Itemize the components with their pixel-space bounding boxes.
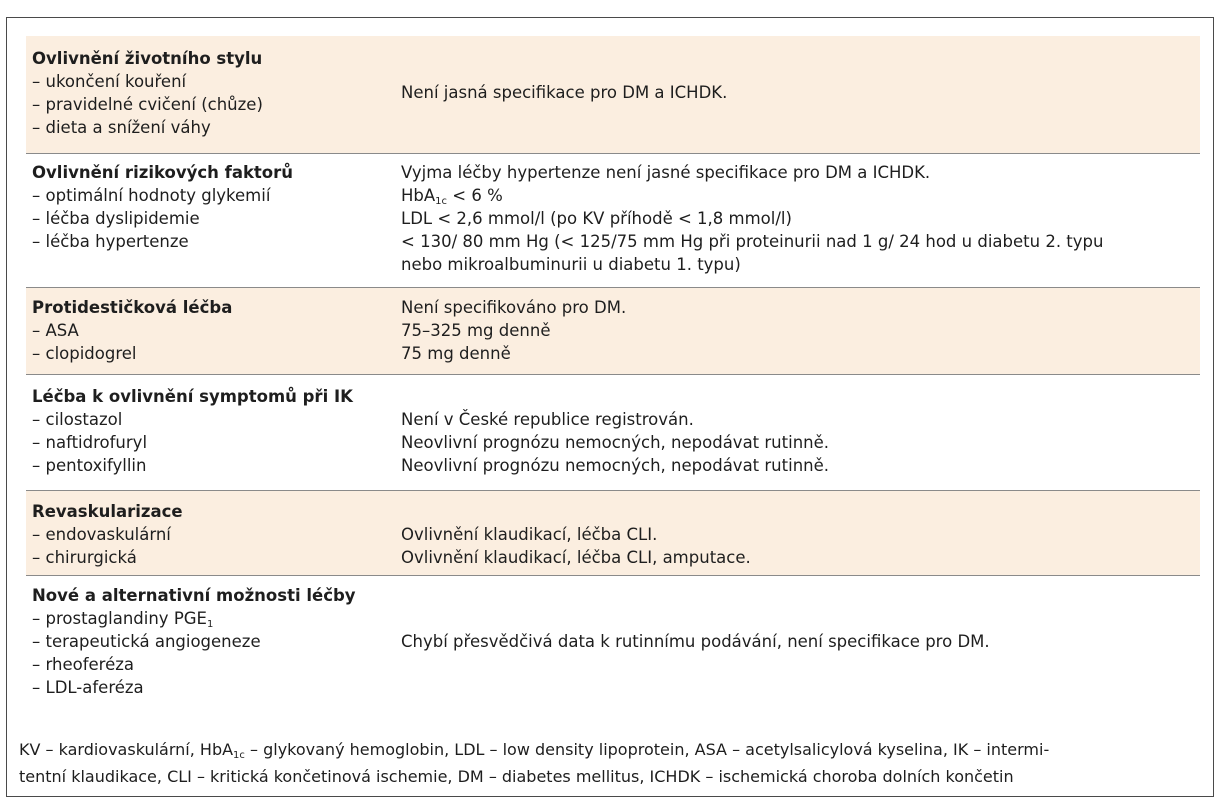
list-item: – terapeutická angiogeneze xyxy=(32,632,261,651)
list-item: – prostaglandiny $PGE_1$ xyxy=(32,609,214,630)
section-note: Není jasná specifikace pro DM a ICHDK. xyxy=(401,83,728,102)
section-note: Není v České republice registrován. xyxy=(401,410,694,429)
table-frame xyxy=(6,17,1214,797)
section-heading-symptoms: Léčba k ovlivnění symptomů při IK xyxy=(32,387,353,406)
section-note: Ovlivnění klaudikací, léčba CLI. xyxy=(401,525,658,544)
table-row-risk-factors xyxy=(26,154,1200,288)
list-item: – ukončení kouření xyxy=(32,72,187,91)
list-item: – pravidelné cvičení (chůze) xyxy=(32,95,263,114)
footnote-line-2: tentní klaudikace, CLI – kritická končetinová ischemie, DM – diabetes mellitus, ICHDK – ischemická choroba dolních končetin xyxy=(19,767,1014,786)
section-note: Neovlivní prognózu nemocných, nepodávat rutinně. xyxy=(401,456,830,475)
list-item: – ASA xyxy=(32,321,79,340)
section-heading-risk-factors: Ovlivnění rizikových faktorů xyxy=(32,163,294,182)
table-row-symptoms xyxy=(26,375,1200,491)
section-note: 75 mg denně xyxy=(401,344,511,363)
footnote-line-1: KV – kardiovaskulární, HbA$_{1c}$ – glykovaný hemoglobin, LDL – low density lipoprotein, ASA – acetylsalicylová kyselina, IK – intermi- xyxy=(19,740,1050,761)
list-item: – pentoxifyllin xyxy=(32,456,147,475)
section-note: Neovlivní prognózu nemocných, nepodávat rutinně. xyxy=(401,433,830,452)
list-item: – chirurgická xyxy=(32,548,137,567)
list-item: – dieta a snížení váhy xyxy=(32,118,211,137)
section-heading-alternative: Nové a alternativní možnosti léčby xyxy=(32,586,356,605)
table-row-antiplatelet xyxy=(26,288,1200,375)
section-note: Ovlivnění klaudikací, léčba CLI, amputace. xyxy=(401,548,751,567)
hba1c-target: HbA$_{1c}$ < 6 % xyxy=(401,186,503,207)
list-item: – endovaskulární xyxy=(32,525,171,544)
section-note: Vyjma léčby hypertenze není jasné specifikace pro DM a ICHDK. xyxy=(401,163,931,182)
list-item: – LDL-aferéza xyxy=(32,678,144,697)
section-note: Není specifikováno pro DM. xyxy=(401,298,627,317)
table-row-revascularization xyxy=(26,491,1200,576)
list-item: – rheoferéza xyxy=(32,655,134,674)
list-item: – optimální hodnoty glykemií xyxy=(32,186,271,205)
treatment-table xyxy=(26,36,1200,716)
list-item: – léčba dyslipidemie xyxy=(32,209,200,228)
table-footnote xyxy=(19,736,1204,790)
section-note: 75–325 mg denně xyxy=(401,321,551,340)
section-heading-antiplatelet: Protidestičková léčba xyxy=(32,298,233,317)
list-item: – cilostazol xyxy=(32,410,123,429)
list-item: – clopidogrel xyxy=(32,344,137,363)
bp-target-cont: nebo mikroalbuminurii u diabetu 1. typu) xyxy=(401,255,741,274)
section-heading-revascularization: Revaskularizace xyxy=(32,502,183,521)
table-row-lifestyle xyxy=(26,36,1200,154)
section-heading-lifestyle: Ovlivnění životního stylu xyxy=(32,49,263,68)
table-row-alternative xyxy=(26,576,1200,716)
bp-target: < 130/ 80 mm Hg (< 125/75 mm Hg při proteinurii nad 1 g/ 24 hod u diabetu 2. typu xyxy=(401,232,1104,251)
list-item: – naftidrofuryl xyxy=(32,433,148,452)
list-item: – léčba hypertenze xyxy=(32,232,189,251)
section-note: Chybí přesvědčivá data k rutinnímu podávání, není specifikace pro DM. xyxy=(401,632,990,651)
ldl-target: LDL < 2,6 mmol/l (po KV příhodě < 1,8 mmol/l) xyxy=(401,209,792,228)
